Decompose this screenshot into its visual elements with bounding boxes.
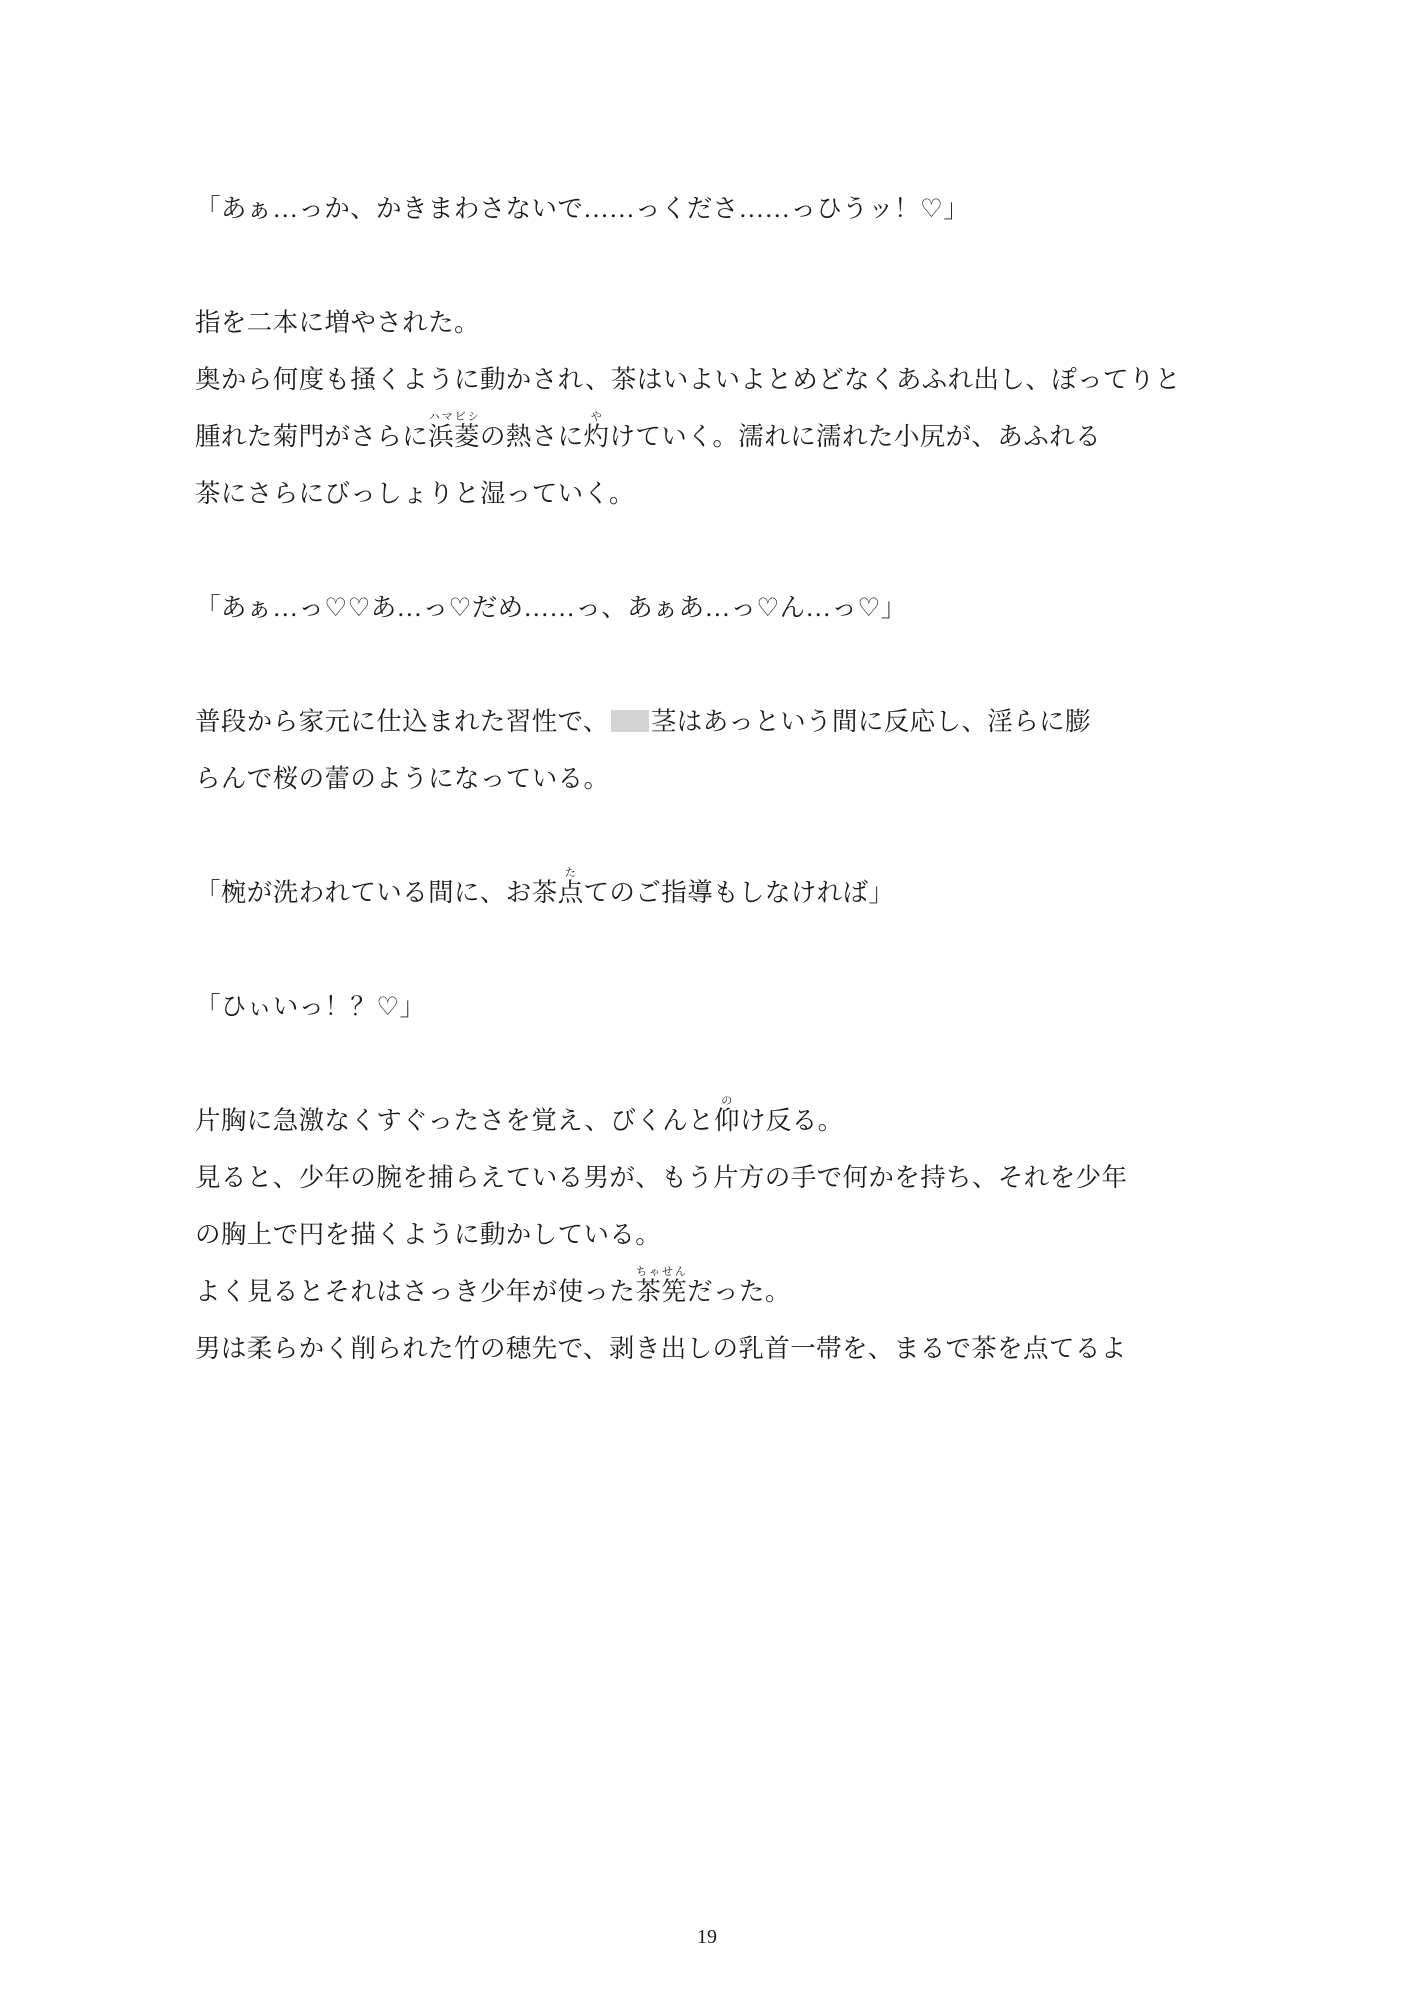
text-line-redacted: 普段から家元に仕込まれた習性で、 茎はあっという間に反応し、淫らに膨 xyxy=(195,707,1091,736)
page-number: 19 xyxy=(697,1926,717,1948)
text-line: 男は柔らかく削られた竹の穂先で、剥き出しの乳首一帯を、まるで茶を点てるよ xyxy=(195,1334,1127,1363)
paragraph-narration-3 xyxy=(195,1092,1219,1377)
text-line: 見ると、少年の腕を捕らえている男が、もう片方の手で何かを持ち、それを少年 xyxy=(195,1163,1128,1192)
ruby-yaki: 灼や xyxy=(583,411,610,451)
paragraph-spacer xyxy=(195,1035,1219,1092)
text-line-with-ruby: 片胸に急激なくすぐったさを覚え、びくんと仰のけ反る。 xyxy=(195,1095,844,1135)
paragraph-dialogue-3 xyxy=(195,864,1219,921)
text-line: 「あぁ…っか、かきまわさないで……っくださ……っひうッ！♡」 xyxy=(195,194,970,223)
ruby-text: ハマビシ xyxy=(428,411,480,423)
ruby-nokezoru: 仰の xyxy=(714,1095,740,1135)
text-line-with-ruby: 「椀が洗われている間に、お茶点たてのご指導もしなければ」 xyxy=(195,867,895,907)
paragraph-spacer xyxy=(195,237,1219,294)
text-line-with-ruby: よく見るとそれはさっき少年が使った茶筅ちゃせんだった。 xyxy=(195,1266,791,1306)
paragraph-spacer xyxy=(195,522,1219,579)
paragraph-narration-1 xyxy=(195,294,1219,522)
text-line-with-ruby: 腫れた菊門がさらに浜菱ハマビシの熱さに灼やけていく。濡れに濡れた小尻が、あふれる xyxy=(195,411,1102,451)
ruby-text: ちゃせん xyxy=(635,1266,688,1278)
text-line: 茶にさらにびっしょりと湿っていく。 xyxy=(195,479,635,508)
ruby-tate: 点た xyxy=(557,867,584,907)
ruby-chasen: 茶筅ちゃせん xyxy=(635,1266,688,1306)
text-line: 「あぁ…っ♡♡あ…っ♡だめ……っ、あぁあ…っ♡ん…っ♡」 xyxy=(195,593,907,622)
text-line: 「ひぃいっ！？♡」 xyxy=(195,992,426,1021)
paragraph-spacer xyxy=(195,807,1219,864)
text-line: 奥から何度も掻くように動かされ、茶はいよいよとめどなくあふれ出し、ぽってりと xyxy=(195,365,1181,394)
ruby-text: や xyxy=(583,411,610,423)
paragraph-dialogue-4 xyxy=(195,978,1219,1035)
paragraph-spacer xyxy=(195,636,1219,693)
text-line: らんで桜の蕾のようになっている。 xyxy=(195,764,610,793)
ruby-text: た xyxy=(557,867,584,879)
text-line: の胸上で円を描くように動かしている。 xyxy=(195,1220,662,1249)
paragraph-spacer xyxy=(195,921,1219,978)
paragraph-dialogue-1 xyxy=(195,180,1219,237)
redaction-block xyxy=(611,710,649,732)
paragraph-dialogue-2 xyxy=(195,579,1219,636)
paragraph-narration-2 xyxy=(195,693,1219,807)
ruby-text: の xyxy=(714,1095,740,1107)
ruby-hamabishi: 浜菱ハマビシ xyxy=(428,411,480,451)
text-line: 指を二本に増やされた。 xyxy=(195,308,480,337)
page-body xyxy=(195,180,1219,1377)
